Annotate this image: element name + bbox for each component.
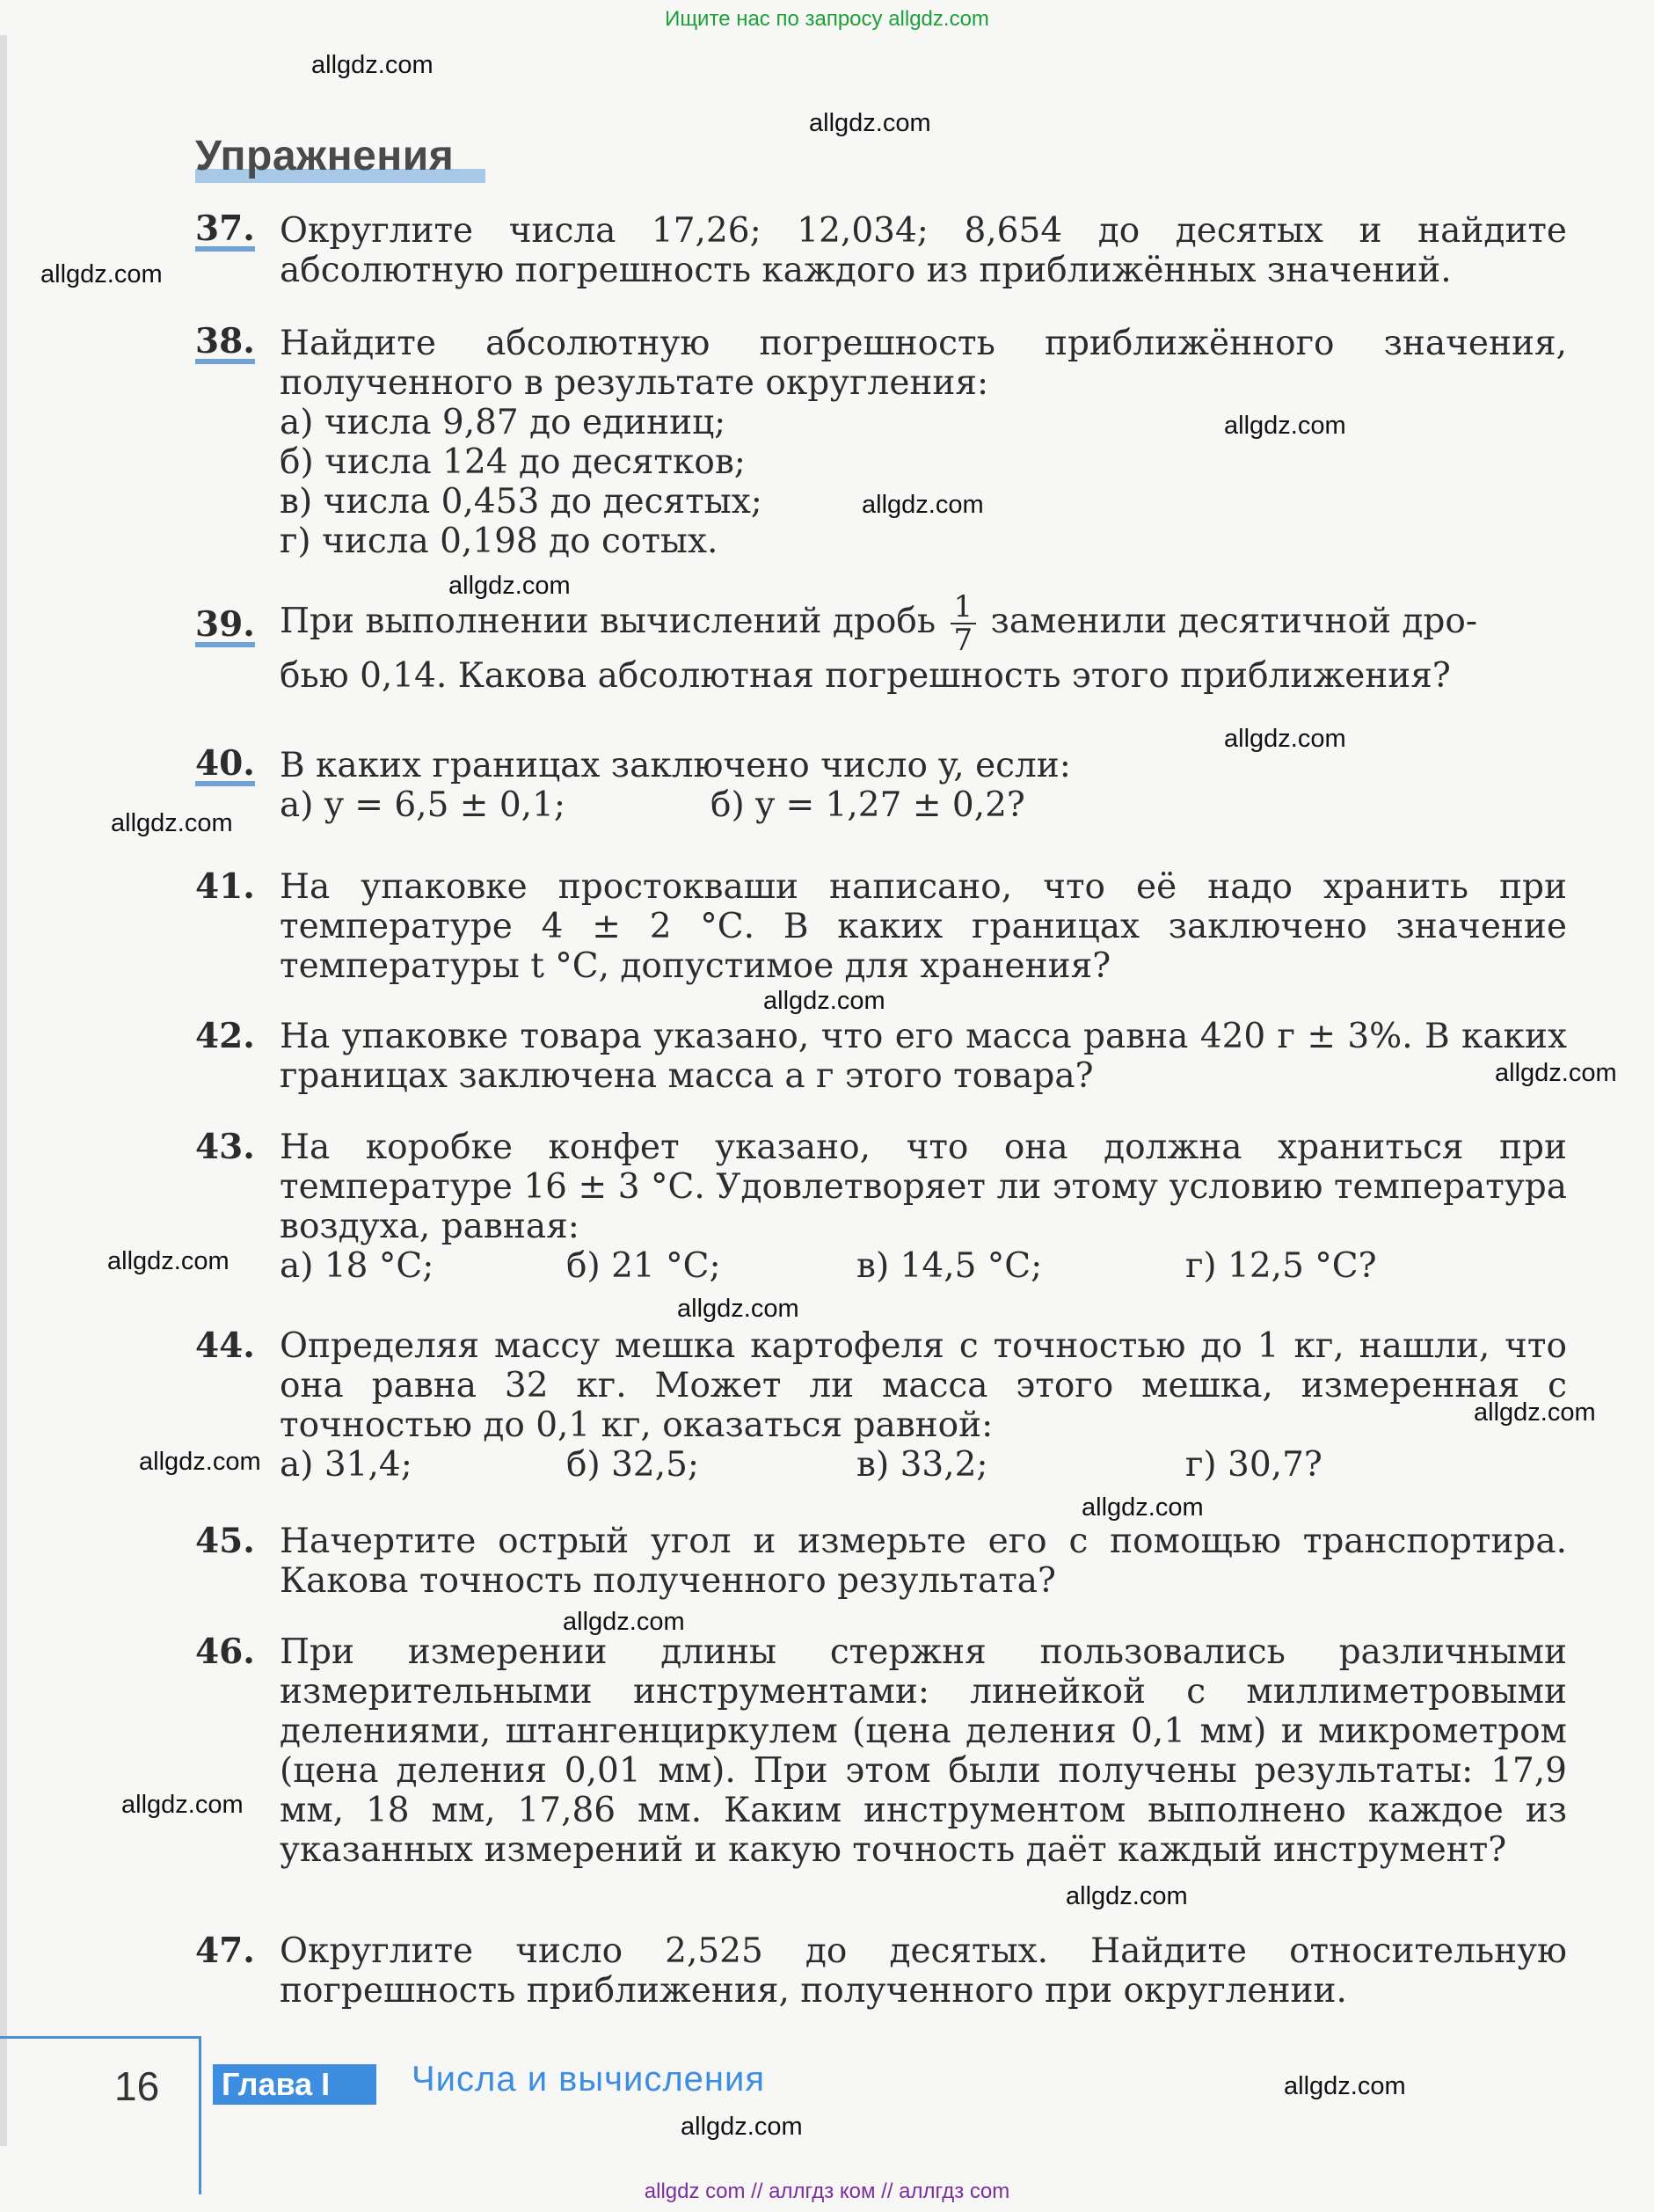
footer-rule-vertical: [199, 2036, 201, 2194]
exercise-44: [195, 1326, 1567, 1487]
watermark: allgdz.com: [1224, 412, 1346, 440]
fraction-denominator: 7: [953, 623, 973, 658]
watermark: allgdz.com: [681, 2113, 803, 2141]
option-b: б) числа 124 до десятков;: [280, 442, 746, 482]
exercise-text: Определяя массу мешка картофеля с точностью до 1 кг, нашли, что она равна 32 кг. Может ли масса этого мешка, измеренная с точностью до 0,1 кг, оказаться равной:: [280, 1326, 1567, 1445]
fraction-numerator: 1: [951, 591, 977, 624]
exercise-text: Округлите числа 17,26; 12,034; 8,654 до десятых и найдите абсолютную погрешность каждого из приближённых значений.: [280, 211, 1567, 290]
option-d: г) числа 0,198 до сотых.: [280, 522, 718, 561]
options-row: [280, 1445, 1567, 1487]
section-heading: [195, 132, 454, 180]
exercise-42: [195, 1017, 1567, 1096]
watermark: allgdz.com: [448, 572, 571, 600]
exercise-text: В каких границах заключено число y, если:: [280, 746, 1071, 785]
watermark: allgdz.com: [111, 809, 233, 837]
option-a: а) числа 9,87 до единиц;: [280, 403, 726, 442]
watermark: allgdz.com: [121, 1791, 244, 1819]
options-row: [280, 1246, 1567, 1289]
watermark: allgdz.com: [1066, 1882, 1188, 1910]
exercise-text: На коробке конфет указано, что она должна храниться при температуре 16 ± 3 °С. Удовлетворяет ли этому условию температура воздуха, равная:: [280, 1128, 1567, 1246]
page-number: 16: [114, 2063, 160, 2109]
exercise-text: Найдите абсолютную погрешность приближённого значения, полученного в результате округления:: [280, 324, 1567, 403]
exercise-46: [195, 1632, 1567, 1870]
option-d: г) 12,5 °С?: [1185, 1246, 1377, 1286]
exercise-text: При измерении длины стержня пользовались различными измерительными инструментами: линейкой с миллиметровыми делениями, штангенциркулем (цена деления 0,1 мм) и микрометром (цена деления 0,01 мм). При этом были получены результаты: 17,9 мм, 18 мм, 17,86 мм. Каким инструментом выполнено каждое из указанных измерений и какую точность даёт каждый инструмент?: [280, 1632, 1567, 1870]
watermark: allgdz.com: [763, 987, 885, 1015]
exercise-number: 47.: [195, 1931, 255, 1971]
exercise-text: На упаковке простокваши написано, что её надо хранить при температуре 4 ± 2 °С. В каких границах заключено значение температуры t °С, допустимое для хранения?: [280, 867, 1567, 986]
option-c: в) 14,5 °С;: [856, 1246, 1043, 1286]
option-b: б) 32,5;: [566, 1445, 700, 1485]
watermark: allgdz.com: [311, 51, 434, 79]
exercise-number: 44.: [195, 1325, 255, 1366]
option-b: б) 21 °С;: [566, 1246, 721, 1286]
watermark: allgdz.com: [1224, 725, 1346, 753]
exercise-number: 37.: [195, 211, 255, 252]
watermark: allgdz.com: [107, 1247, 230, 1275]
section-title: Упражнения: [195, 133, 455, 179]
exercise-number: 43.: [195, 1127, 255, 1167]
exercise-47: [195, 1931, 1567, 2011]
option-c: в) 33,2;: [856, 1445, 988, 1485]
exercise-text: На упаковке товара указано, что его масса равна 420 г ± 3%. В каких границах заключена масса a г этого товара?: [280, 1017, 1567, 1096]
watermark: allgdz.com: [139, 1448, 261, 1476]
option-b: б) y = 1,27 ± 0,2?: [710, 785, 1025, 825]
watermark: allgdz.com: [1474, 1398, 1596, 1427]
exercise-number: 40.: [195, 746, 255, 786]
footer-rule-horizontal: [0, 2036, 201, 2039]
exercise-text: [280, 591, 1567, 656]
exercise-text: Начертите острый угол и измерьте его с помощью транспортира. Какова точность полученного результата?: [280, 1522, 1567, 1601]
exercise-39: [195, 591, 1567, 696]
watermark: allgdz.com: [1082, 1493, 1204, 1522]
top-banner[interactable]: Ищите нас по запросу allgdz.com: [665, 7, 989, 31]
exercise-number: 39.: [195, 607, 255, 647]
option-a: а) y = 6,5 ± 0,1;: [280, 785, 566, 825]
exercise-number: 42.: [195, 1016, 255, 1056]
text-before-fraction: При выполнении вычислений дробь: [280, 602, 936, 641]
text-after-fraction: заменили десятичной дро-: [990, 602, 1478, 641]
exercise-37: [195, 208, 1567, 290]
exercise-number: 45.: [195, 1521, 255, 1561]
watermark: allgdz.com: [40, 260, 163, 288]
bottom-banner[interactable]: allgdz com // аллгдз ком // аллгдз com: [644, 2179, 1010, 2203]
chapter-label: Глава I: [213, 2064, 376, 2105]
watermark: allgdz.com: [1284, 2072, 1406, 2100]
chapter-title: Числа и вычисления: [412, 2060, 766, 2099]
watermark: allgdz.com: [563, 1608, 685, 1636]
option-a: а) 31,4;: [280, 1445, 412, 1485]
exercise-40: [195, 743, 1567, 828]
exercise-43: [195, 1128, 1567, 1289]
watermark: allgdz.com: [1495, 1059, 1617, 1087]
exercise-38: [195, 321, 1567, 561]
watermark: allgdz.com: [809, 109, 931, 137]
exercise-41: [195, 867, 1567, 986]
exercise-number: 41.: [195, 866, 255, 907]
page-edge-shadow: [0, 35, 7, 2146]
exercise-text: Округлите число 2,525 до десятых. Найдите относительную погрешность приближения, полученного при округлении.: [280, 1931, 1567, 2011]
exercise-text-line2: бью 0,14. Какова абсолютная погрешность этого приближения?: [280, 656, 1451, 696]
exercise-45: [195, 1522, 1567, 1601]
option-a: а) 18 °С;: [280, 1246, 434, 1286]
exercise-number: 38.: [195, 324, 255, 364]
options-row: [280, 785, 1567, 828]
exercise-number: 46.: [195, 1632, 255, 1672]
fraction: [951, 591, 977, 656]
option-d: г) 30,7?: [1185, 1445, 1322, 1485]
watermark: allgdz.com: [862, 491, 984, 519]
option-c: в) числа 0,453 до десятых;: [280, 482, 762, 522]
watermark: allgdz.com: [677, 1295, 799, 1323]
